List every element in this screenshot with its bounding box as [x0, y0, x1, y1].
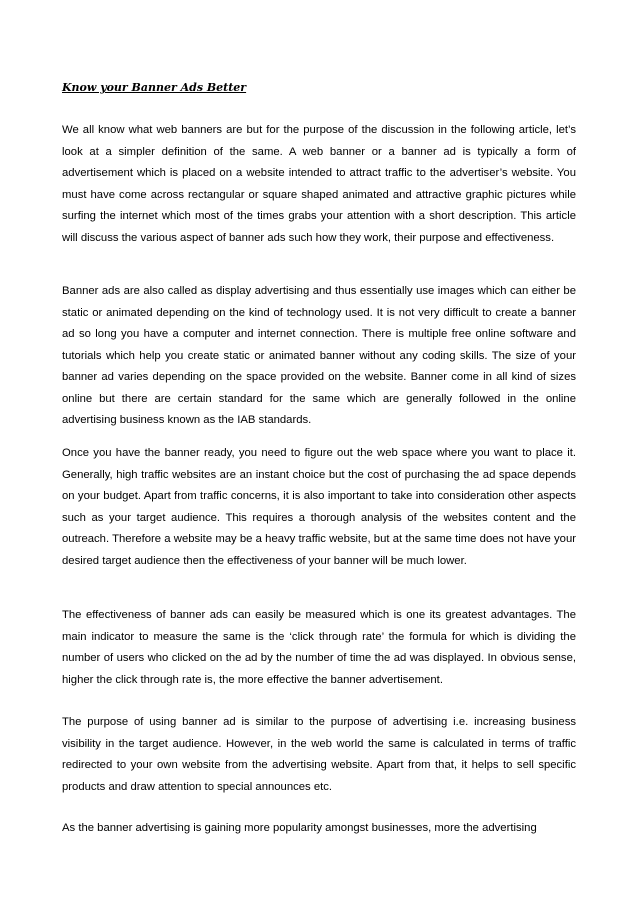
paragraph-effectiveness: The effectiveness of banner ads can easily be measured which is one its greatest advantages. The main indicator to measure the same is the ‘click through rate’ the formula for which is dividing the number of users who clicked on the ad by the number of time the ad was displayed. In obvious sense, higher the click through rate is, the more effective the banner advertisement. [62, 609, 576, 686]
paragraph-popularity: As the banner advertising is gaining more popularity amongst businesses, more the advertising [62, 822, 537, 834]
paragraph-ad-placement: Once you have the banner ready, you need to figure out the web space where you want to place it. Generally, high traffic websites are an instant choice but the cost of purchasing the ad space depends on your budget. Apart from traffic concerns, it is also important to take into consideration other aspects such as your target audience. This requires a thorough analysis of the websites content and the outreach. Therefore a website may be a heavy traffic website, but at the same time does not have your desired target audience then the effectiveness of your banner will be much lower. [62, 447, 576, 567]
paragraph-banner-definition: We all know what web banners are but for the purpose of the discussion in the following article, let’s look at a simpler definition of the same. A web banner or a banner ad is typically a form of advertisement which is placed on a website intended to attract traffic to the advertiser’s website. You must have come across rectangular or square shaped animated and attractive graphic pictures while surfing the internet which most of the times grabs your attention with a short description. This article will discuss the various aspect of banner ads such how they work, their purpose and effectiveness. [62, 124, 576, 244]
paragraph-purpose: The purpose of using banner ad is similar to the purpose of advertising i.e. increasing business visibility in the target audience. However, in the web world the same is calculated in terms of traffic redirected to your own website from the advertising website. Apart from that, it helps to sell specific products and draw attention to special announces etc. [62, 716, 576, 793]
paragraph-display-advertising: Banner ads are also called as display advertising and thus essentially use images which can either be static or animated depending on the kind of technology used. It is not very difficult to create a banner ad so long you have a computer and internet connection. There is multiple free online software and tutorials which help you create static or animated banner without any coding skills. The size of your banner ad varies depending on the space provided on the website. Banner come in all kind of sizes online but there are certain standard for the same which are generally followed in the online advertising business known as the IAB standards. [62, 285, 576, 426]
document-title: Know your Banner Ads Better [62, 81, 247, 94]
